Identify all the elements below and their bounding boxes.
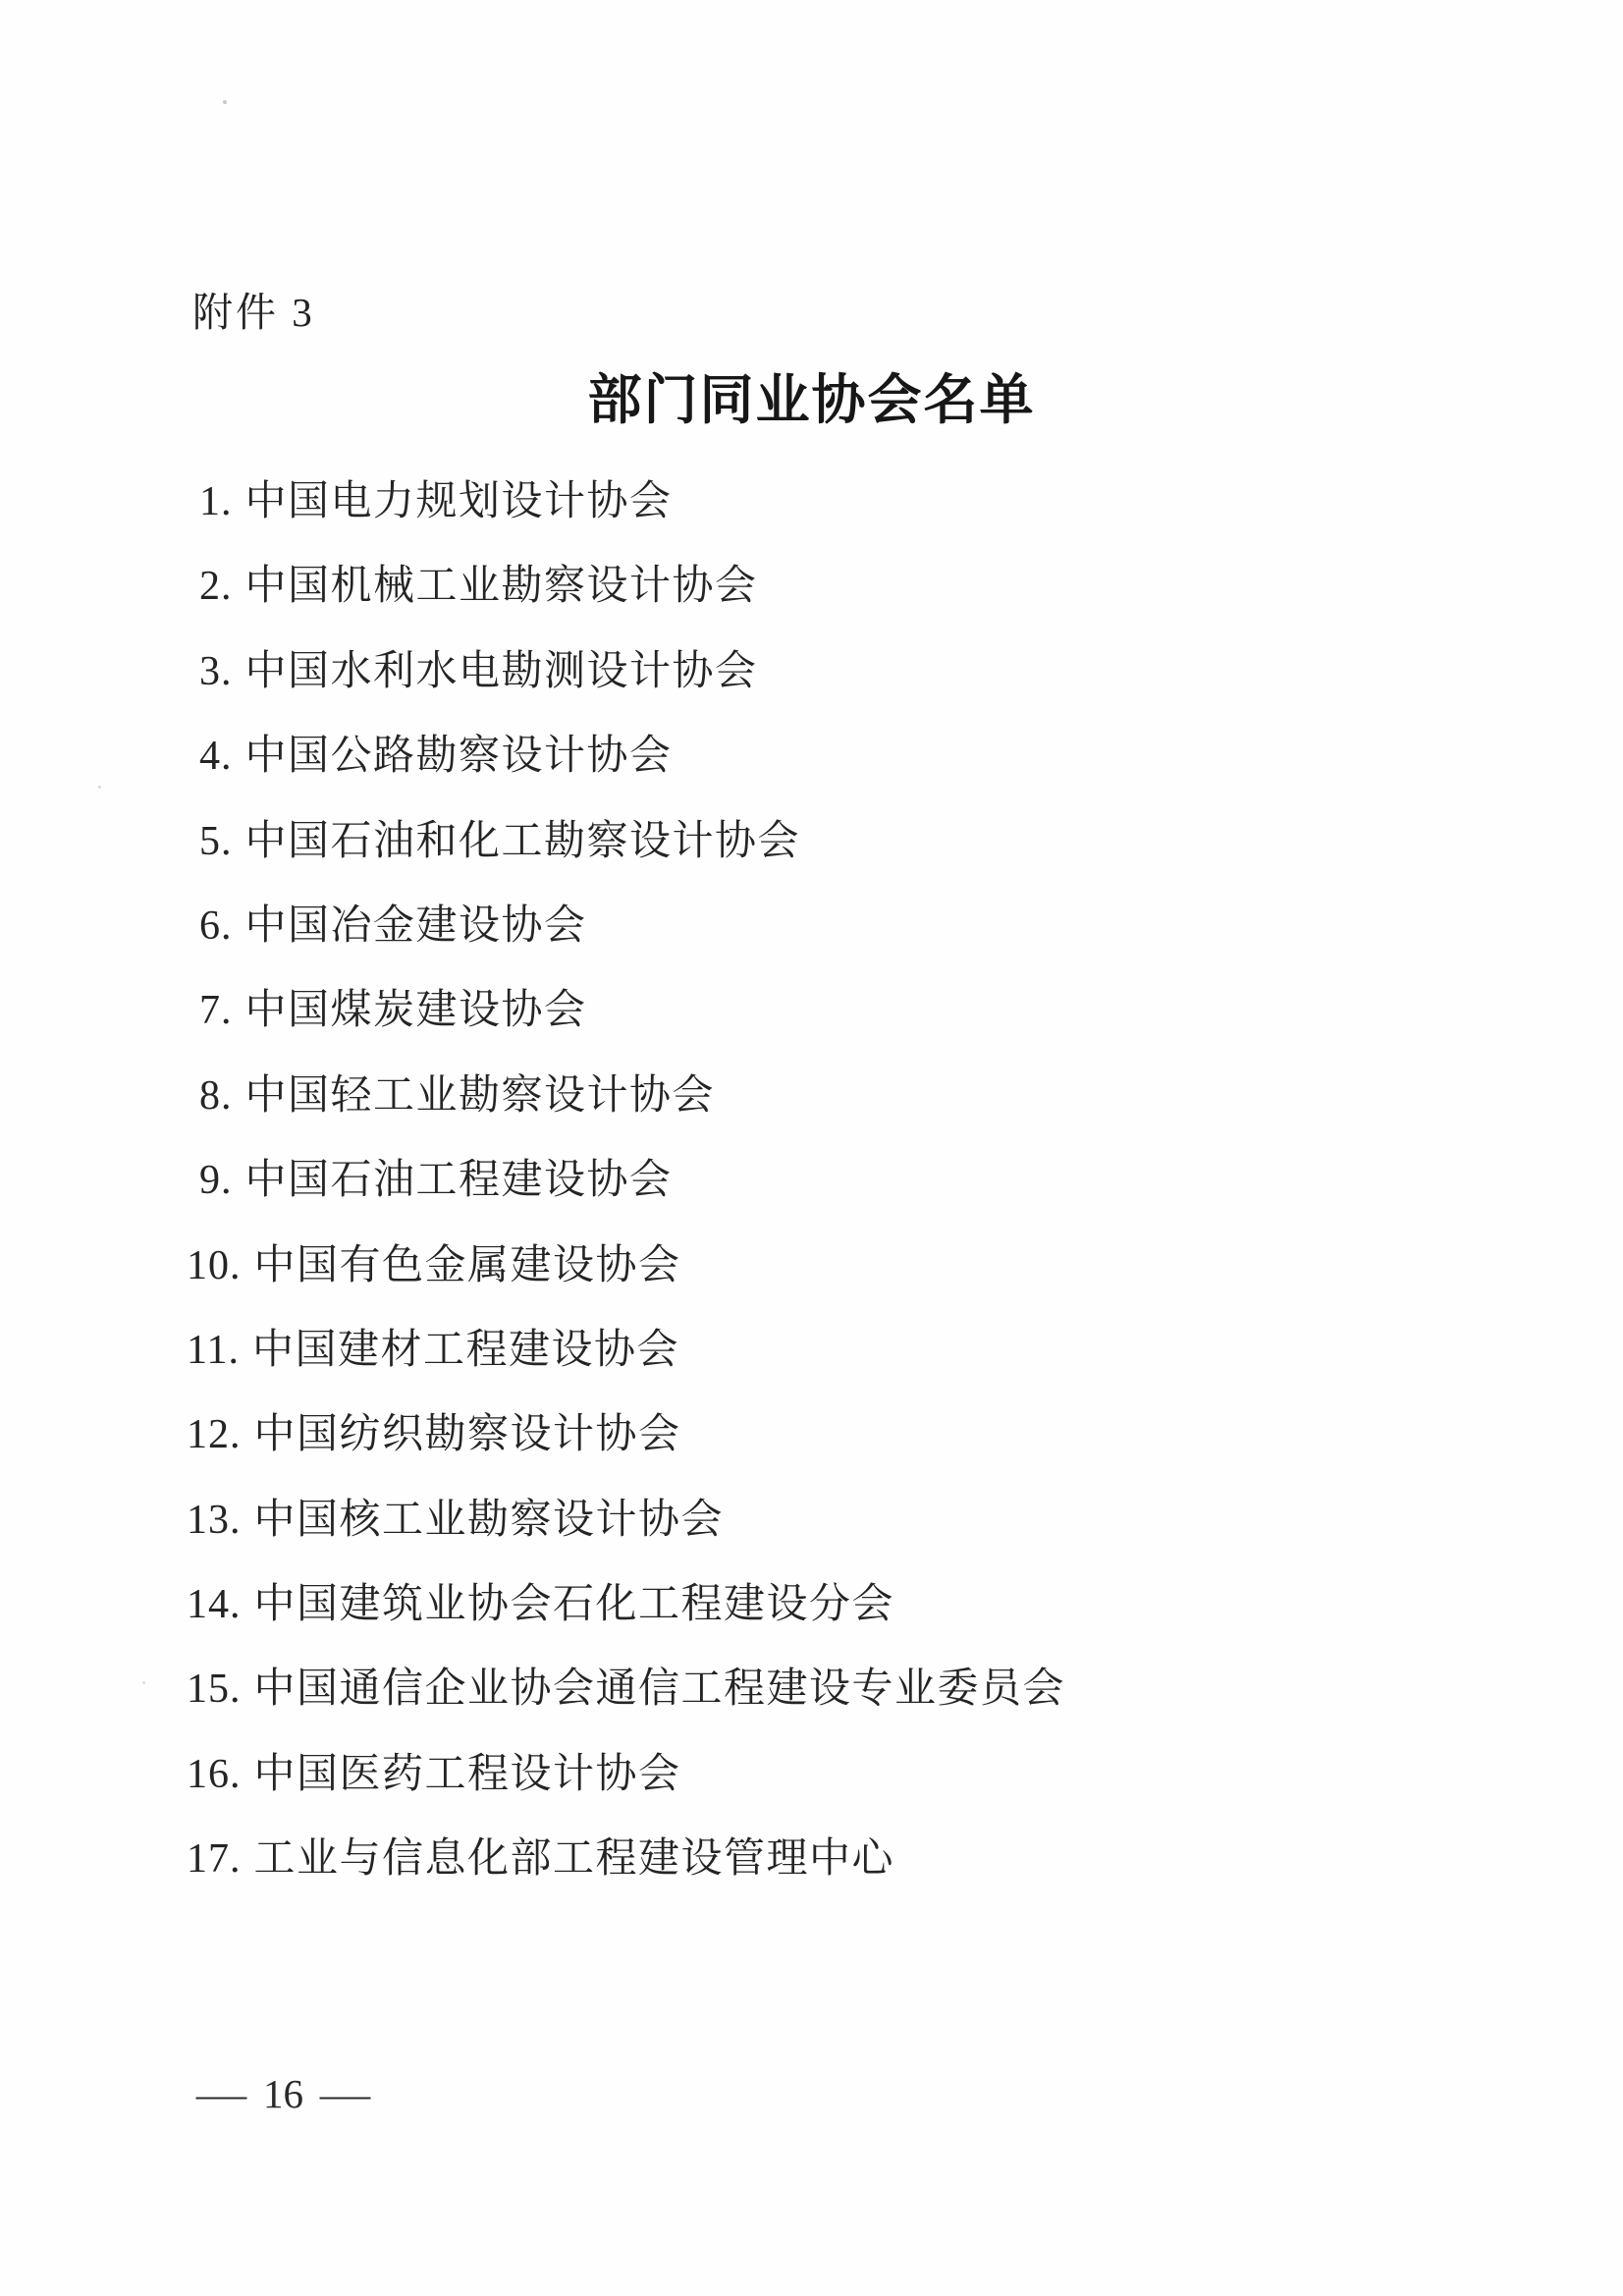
item-number: 1. (199, 479, 233, 524)
item-name: 中国纺织勘察设计协会 (253, 1412, 681, 1458)
item-name: 中国有色金属建设协会 (253, 1242, 681, 1288)
item-number: 3. (199, 648, 233, 694)
item-name: 中国医药工程设计协会 (253, 1751, 681, 1797)
list-item (0, 563, 1623, 647)
item-name: 中国电力规划设计协会 (244, 479, 673, 524)
item-number: 10. (187, 1242, 242, 1288)
list-item (0, 733, 1623, 817)
list-item (0, 902, 1623, 987)
item-number: 17. (187, 1836, 242, 1883)
list-item (0, 1157, 1623, 1241)
footer-dash-left: — (195, 2071, 247, 2116)
item-number: 9. (199, 1158, 233, 1204)
list-item (0, 1835, 1623, 1920)
item-number: 16. (187, 1751, 242, 1797)
item-name: 中国煤炭建设协会 (244, 988, 587, 1034)
list-item (0, 1497, 1623, 1581)
item-number: 4. (199, 734, 233, 780)
item-name: 中国石油工程建设协会 (244, 1158, 673, 1204)
item-number: 11. (187, 1327, 240, 1373)
list-item (0, 987, 1623, 1071)
item-name: 工业与信息化部工程建设管理中心 (253, 1836, 895, 1883)
item-number: 8. (199, 1072, 233, 1119)
list-item (0, 1327, 1623, 1411)
footer-dash-right: — (319, 2071, 371, 2116)
item-name: 中国公路勘察设计协会 (244, 734, 673, 780)
page-footer (195, 2070, 371, 2117)
scan-speck (223, 100, 227, 104)
association-list (0, 478, 1623, 1921)
item-name: 中国核工业勘察设计协会 (253, 1497, 725, 1543)
item-number: 6. (199, 902, 233, 949)
attachment-label: 附件 3 (192, 290, 315, 335)
item-number: 2. (199, 564, 233, 610)
item-number: 13. (187, 1497, 242, 1543)
list-item (0, 1411, 1623, 1496)
item-name: 中国建筑业协会石化工程建设分会 (253, 1582, 895, 1628)
document-title: 部门同业协会名单 (587, 370, 1036, 430)
item-name: 中国机械工业勘察设计协会 (244, 564, 758, 610)
item-name: 中国石油和化工勘察设计协会 (244, 818, 801, 864)
list-item (0, 1751, 1623, 1835)
item-number: 15. (187, 1667, 242, 1713)
list-item (0, 1581, 1623, 1666)
item-name: 中国水利水电勘测设计协会 (244, 648, 758, 694)
item-number: 12. (187, 1412, 242, 1458)
page-number: 16 (263, 2071, 303, 2116)
list-item (0, 818, 1623, 902)
item-number: 5. (199, 818, 233, 864)
item-number: 7. (199, 988, 233, 1034)
list-item (0, 1666, 1623, 1750)
item-name: 中国轻工业勘察设计协会 (244, 1072, 716, 1119)
item-name: 中国建材工程建设协会 (251, 1327, 679, 1373)
list-item (0, 1072, 1623, 1157)
item-number: 14. (187, 1582, 242, 1628)
list-item (0, 1242, 1623, 1327)
item-name: 中国通信企业协会通信工程建设专业委员会 (253, 1667, 1066, 1713)
list-item (0, 648, 1623, 733)
list-item (0, 478, 1623, 563)
item-name: 中国冶金建设协会 (244, 902, 587, 949)
